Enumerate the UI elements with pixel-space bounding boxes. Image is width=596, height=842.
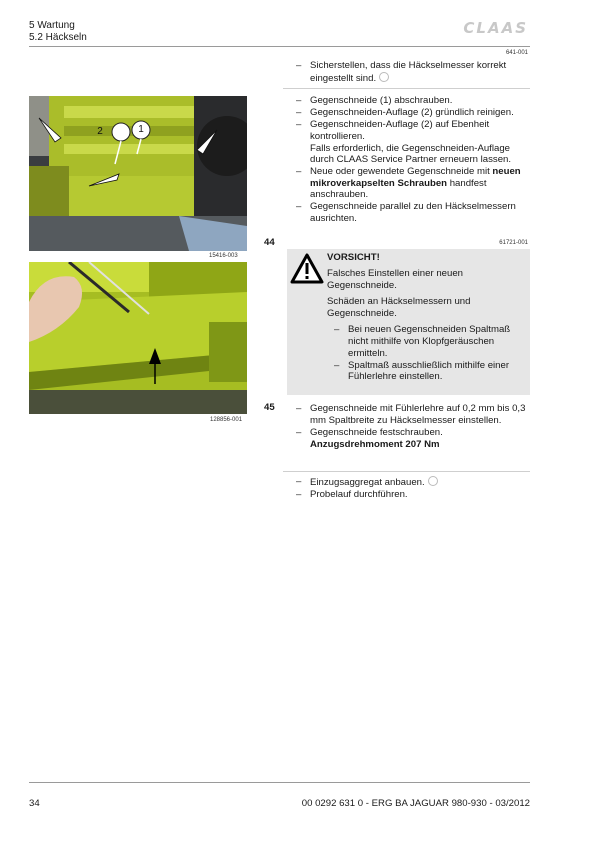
page-number: 34 [29,798,40,809]
claas-logo: CLAAS [463,19,528,37]
document-id: 00 0292 631 0 - ERG BA JAGUAR 980-930 - 03/2012 [301,798,530,809]
list-item: – Gegenschneiden-Auflage (2) auf Ebenheit kontrollieren. [296,119,490,142]
machine-photo-1 [29,96,247,251]
instruction-block-3 [296,403,530,450]
ref-code: 641-001 [505,50,528,56]
torque-value: Anzugsdrehmoment 207 Nm [310,438,440,450]
header-rule [29,46,530,47]
list-item: – Gegenschneide mit Fühlerlehre auf 0,2 mm bis 0,3 mm Spaltbreite zu Häckselmesser einstellen. [296,403,526,426]
separator [283,88,530,89]
note-text: Falls erforderlich, die Gegenschneiden-Auflage durch CLAAS Service Partner erneuern lassen. [310,142,512,166]
list-item: – Gegenschneide festschrauben. [296,426,443,438]
figure-feeler-gauge-photo [29,262,247,414]
warning-title: VORSICHT! [327,252,380,263]
warning-triangle-icon [290,253,324,284]
warning-consequence: Schäden an Häckselmessern und Gegenschneide. [327,296,471,319]
warning-box [287,249,530,395]
instruction-block-2 [296,95,530,225]
list-item: – Gegenschneide parallel zu den Häckselmessern ausrichten. [296,201,516,224]
section-title: 5.2 Häckseln [29,32,87,43]
instruction-block-4 [296,476,530,501]
machine-photo-2 [29,262,247,414]
step-number-45: 45 [264,402,275,413]
image-code-1: 15416-003 [209,253,238,259]
step-number-44: 44 [264,237,275,248]
callout-label-2: 2 [97,126,103,137]
footer-rule [29,782,530,783]
warning-hazard: Falsches Einstellen einer neuen Gegenschneide. [327,268,463,291]
figure-shear-bar-photo [29,96,247,251]
list-item: – Gegenschneiden-Auflage (2) gründlich reinigen. [296,107,514,119]
image-code-2: 128856-001 [210,417,243,423]
gear-icon [428,476,438,486]
warning-list-item: – Bei neuen Gegenschneiden Spaltmaß nicht mithilfe von Klopfgeräuschen ermitteln. [334,324,511,359]
list-item: – Neue oder gewendete Gegenschneide mit neuen mikroverkapselten Schrauben handfest anschrauben. [296,166,521,201]
instruction-block-1 [296,60,530,85]
list-item: – Gegenschneide (1) abschrauben. [296,95,453,106]
emphasis-text: neuen mikroverkapselten Schrauben [310,166,521,189]
item-text: Sicherstellen, dass die Häckselmesser korrekt eingestellt sind. [310,60,507,84]
chapter-title: 5 Wartung [29,20,75,31]
ref-code: 61721-001 [499,240,528,246]
gear-icon [379,72,389,82]
callout-label-1: 1 [138,124,144,135]
list-item: – Sicherstellen, dass die Häckselmesser korrekt eingestellt sind. [296,60,507,84]
list-item: – Einzugsaggregat anbauen. [296,476,530,489]
separator [283,471,530,472]
running-header [29,20,87,44]
warning-list-item: – Spaltmaß ausschließlich mithilfe einer Fühlerlehre einstellen. [334,359,510,383]
list-item: – Probelauf durchführen. [296,489,408,501]
